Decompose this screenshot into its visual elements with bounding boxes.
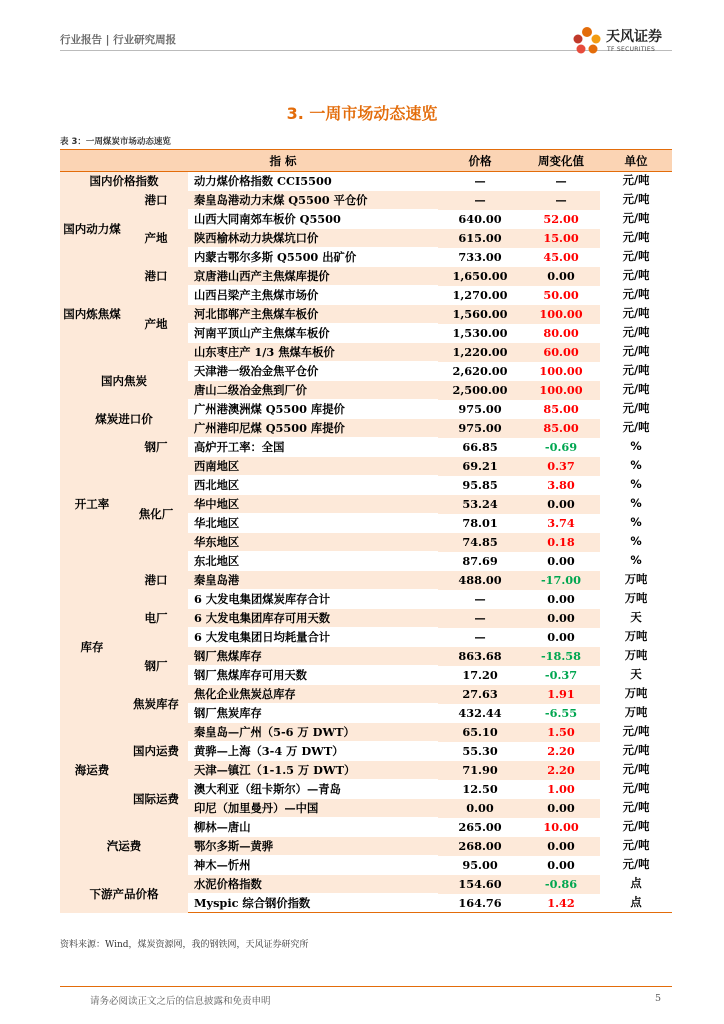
price-cell: 17.20 [462,668,498,682]
page-number: 5 [655,993,662,1004]
unit-cell: 点 [600,894,672,913]
row-category: 国内动力煤 [60,191,124,267]
change-cell: -17.00 [522,571,600,590]
indicator-cell: 天津港一级冶金焦平仓价 [188,362,438,381]
price-cell: 53.24 [438,495,522,514]
price-cell: 78.01 [462,516,498,530]
price-cell: 55.30 [462,744,498,758]
price-cell: 0.00 [438,799,522,818]
unit-cell: 万吨 [624,706,648,719]
price-cell: 164.76 [438,894,522,913]
row-subcategory: 焦炭库存 [124,685,188,723]
indicator-cell: 6 大发电集团日均耗量合计 [188,628,438,647]
change-cell: 80.00 [543,326,579,340]
price-cell: 863.68 [438,647,522,666]
table-row [60,210,672,229]
unit-cell: 元/吨 [622,269,650,282]
change-cell: 0.00 [547,554,575,568]
table-row [60,438,672,457]
unit-cell: 元/吨 [622,820,650,833]
unit-cell: % [630,516,642,529]
change-cell: -6.55 [544,706,578,720]
row-category: 下游产品价格 [60,875,188,913]
price-cell: 733.00 [458,250,502,264]
change-cell: 100.00 [539,364,583,378]
change-cell: — [522,191,600,210]
row-subcategory: 国际运费 [124,780,188,818]
unit-cell: 元/吨 [622,212,650,225]
change-cell: 10.00 [543,820,579,834]
unit-cell: 元/吨 [622,725,650,738]
indicator-cell: 6 大发电集团煤炭库存合计 [188,590,438,609]
unit-cell: 元/吨 [622,744,650,757]
indicator-cell: 印尼（加里曼丹）—中国 [188,799,438,818]
change-cell: 100.00 [522,381,600,400]
unit-cell: 元/吨 [622,763,650,776]
indicator-cell: 神木—忻州 [188,856,438,875]
change-cell: 0.18 [522,533,600,552]
price-cell: 975.00 [438,419,522,438]
change-cell: 100.00 [522,305,600,324]
change-cell: 60.00 [522,343,600,362]
change-cell: 3.80 [547,478,575,492]
price-cell: 1,220.00 [438,343,522,362]
change-cell: 0.00 [522,799,600,818]
table-row [60,818,672,837]
row-subcategory: 焦化厂 [124,457,188,571]
unit-cell: 元/吨 [622,174,650,188]
flower-logo-icon [570,24,604,58]
change-cell: 0.00 [522,267,600,286]
change-cell: 2.20 [522,761,600,780]
table-row [60,590,672,609]
indicator-cell: 西北地区 [188,476,438,495]
table-row [60,723,672,742]
row-subcategory: 钢厂 [124,438,188,457]
change-cell: 85.00 [543,402,579,416]
table-caption: 表 3：一周煤炭市场动态速览 [60,137,171,147]
indicator-cell: 6 大发电集团库存可用天数 [188,609,438,628]
change-cell: 0.37 [522,457,600,476]
indicator-cell: 华中地区 [188,495,438,514]
indicator-cell: 黄骅—上海（3-4 万 DWT） [188,742,438,761]
unit-cell: 万吨 [624,630,648,643]
table-row [60,400,672,419]
unit-cell: 万吨 [624,687,648,700]
price-cell: 154.60 [438,875,522,894]
logo-text: 天风证券 [606,29,662,45]
unit-cell: 万吨 [624,592,648,605]
change-cell: 85.00 [522,419,600,438]
price-cell: 66.85 [462,440,498,454]
row-subcategory: 港口 [124,571,188,590]
row-subcategory: 国内运费 [124,723,188,780]
change-cell: 0.00 [547,630,575,644]
unit-cell: 万吨 [624,573,648,586]
change-cell: 0.00 [522,609,600,628]
indicator-cell: 柳林—唐山 [188,818,438,837]
change-cell: 15.00 [522,229,600,248]
header-breadcrumb: 行业报告 | 行业研究周报 [60,34,177,46]
unit-cell: % [630,497,642,510]
price-cell: 268.00 [438,837,522,856]
row-category: 汽运费 [60,818,188,875]
change-cell: 3.74 [547,516,575,530]
table-row [60,685,672,704]
change-cell: -18.58 [522,647,600,666]
unit-cell: 元/吨 [622,421,650,434]
col-price: 价格 [438,150,522,172]
price-cell: 265.00 [458,820,502,834]
table-row [60,172,672,191]
unit-cell: 元/吨 [622,364,650,377]
row-category: 库存 [60,571,124,723]
logo-subtext: TF SECURITIES [607,46,656,53]
change-cell: -0.37 [544,668,578,682]
indicator-cell: 内蒙古鄂尔多斯 Q5500 出矿价 [188,248,438,267]
indicator-cell: 华北地区 [188,514,438,533]
table-row [60,647,672,666]
row-category: 国内炼焦煤 [60,267,124,362]
price-cell: 1,270.00 [452,288,508,302]
change-cell: 45.00 [543,250,579,264]
unit-cell: 元/吨 [622,345,650,358]
indicator-cell: 华东地区 [188,533,438,552]
price-cell: 640.00 [458,212,502,226]
indicator-cell: 高炉开工率：全国 [188,438,438,457]
price-cell: 95.00 [462,858,498,872]
row-category: 海运费 [60,723,124,818]
change-cell: 1.42 [522,894,600,913]
unit-cell: 元/吨 [622,383,650,396]
row-subcategory: 钢厂 [124,647,188,685]
indicator-cell: 澳大利亚（纽卡斯尔）—青岛 [188,780,438,799]
price-cell: — [438,191,522,210]
unit-cell: 元/吨 [622,326,650,339]
unit-cell: 天 [630,611,642,624]
unit-cell: 元/吨 [622,402,650,415]
indicator-cell: 秦皇岛港 [188,571,438,590]
price-cell: 1,530.00 [452,326,508,340]
change-cell: 1.50 [522,723,600,742]
indicator-cell: 陕西榆林动力块煤坑口价 [188,229,438,248]
price-cell: 87.69 [462,554,498,568]
indicator-cell: 东北地区 [188,552,438,571]
indicator-cell: 西南地区 [188,457,438,476]
table-header-row [60,150,672,172]
indicator-cell: 山东枣庄产 1/3 焦煤车板价 [188,343,438,362]
data-source: 资料来源：Wind，煤炭资源网，我的钢铁网，天风证券研究所 [60,940,309,950]
table-row [60,191,672,210]
logo [570,22,680,60]
unit-cell: 元/吨 [622,782,650,795]
indicator-cell: 河南平顶山产主焦煤车板价 [188,324,438,343]
indicator-cell: 鄂尔多斯—黄骅 [188,837,438,856]
indicator-cell: 唐山二级冶金焦到厂价 [188,381,438,400]
unit-cell: 天 [630,668,642,681]
unit-cell: % [630,478,642,491]
footer-disclaimer: 请务必阅读正文之后的信息披露和免责申明 [90,996,271,1007]
price-cell: 1,650.00 [438,267,522,286]
unit-cell: % [630,535,642,548]
indicator-cell: 山西大同南郊车板价 Q5500 [188,210,438,229]
footer-divider [60,986,672,987]
price-cell: 71.90 [438,761,522,780]
table-row [60,780,672,799]
indicator-cell: 钢厂焦煤库存 [188,647,438,666]
market-table [60,149,672,913]
change-cell: -0.69 [544,440,578,454]
unit-cell: 万吨 [624,649,648,662]
row-subcategory: 电厂 [124,590,188,647]
price-cell: — [438,609,522,628]
table-row [60,875,672,894]
indicator-cell: 秦皇岛—广州（5-6 万 DWT） [188,723,438,742]
row-category: 开工率 [60,438,124,571]
price-cell: — [474,592,486,606]
indicator-cell: 秦皇岛港动力末煤 Q5500 平仓价 [188,191,438,210]
indicator-cell: 广州港印尼煤 Q5500 库提价 [188,419,438,438]
price-cell: 975.00 [458,402,502,416]
row-subcategory: 港口 [124,267,188,286]
indicator-cell: 天津—镇江（1-1.5 万 DWT） [188,761,438,780]
unit-cell: 点 [630,877,642,890]
indicator-cell: 河北邯郸产主焦煤车板价 [188,305,438,324]
col-indicator: 指 标 [60,150,438,172]
price-cell: — [474,174,486,189]
indicator-cell: 水泥价格指数 [188,875,438,894]
indicator-cell: 钢厂焦煤库存可用天数 [188,666,438,685]
row-subcategory: 港口 [124,191,188,210]
price-cell: 95.85 [462,478,498,492]
table-row [60,457,672,476]
unit-cell: 元/吨 [622,858,650,871]
change-cell: 0.00 [522,837,600,856]
price-cell: — [474,630,486,644]
price-cell: 27.63 [438,685,522,704]
unit-cell: 元/吨 [622,193,650,206]
unit-cell: 元/吨 [622,307,650,320]
indicator-cell: 山西吕梁产主焦煤市场价 [188,286,438,305]
price-cell: 488.00 [438,571,522,590]
price-cell: 12.50 [462,782,498,796]
row-subcategory: 产地 [124,286,188,362]
unit-cell: 元/吨 [622,839,650,852]
change-cell: 0.00 [522,495,600,514]
price-cell: 1,560.00 [438,305,522,324]
change-cell: — [555,174,567,189]
price-cell: 69.21 [438,457,522,476]
price-cell: 2,500.00 [438,381,522,400]
unit-cell: % [630,440,642,453]
price-cell: 432.44 [458,706,502,720]
indicator-cell: 京唐港山西产主焦煤库提价 [188,267,438,286]
change-cell: 50.00 [543,288,579,302]
change-cell: 1.91 [522,685,600,704]
indicator-cell: 焦化企业焦炭总库存 [188,685,438,704]
unit-cell: 元/吨 [622,288,650,301]
table-row [60,362,672,381]
change-cell: 2.20 [547,744,575,758]
unit-cell: 元/吨 [622,231,650,244]
unit-cell: % [630,554,642,567]
change-cell: 0.00 [547,592,575,606]
change-cell: -0.86 [522,875,600,894]
change-cell: 52.00 [543,212,579,226]
row-category: 国内焦炭 [60,362,188,400]
col-unit: 单位 [600,150,672,172]
row-category: 国内价格指数 [60,172,188,191]
price-cell: 65.10 [438,723,522,742]
price-cell: 74.85 [438,533,522,552]
indicator-cell: Myspic 综合钢价指数 [188,894,438,913]
price-cell: 2,620.00 [452,364,508,378]
price-cell: 615.00 [438,229,522,248]
change-cell: 0.00 [547,858,575,872]
indicator-cell: 广州港澳洲煤 Q5500 库提价 [188,400,438,419]
indicator-cell: 动力煤价格指数 CCI5500 [188,172,438,191]
table-row [60,286,672,305]
indicator-cell: 钢厂焦炭库存 [188,704,438,723]
row-subcategory: 产地 [124,210,188,267]
unit-cell: 元/吨 [622,801,650,814]
unit-cell: 元/吨 [622,250,650,263]
unit-cell: % [630,459,642,472]
col-change: 周变化值 [522,150,600,172]
table-row [60,571,672,590]
row-category: 煤炭进口价 [60,400,188,438]
section-title: 3. 一周市场动态速览 [286,104,438,123]
table-row [60,267,672,286]
change-cell: 1.00 [547,782,575,796]
